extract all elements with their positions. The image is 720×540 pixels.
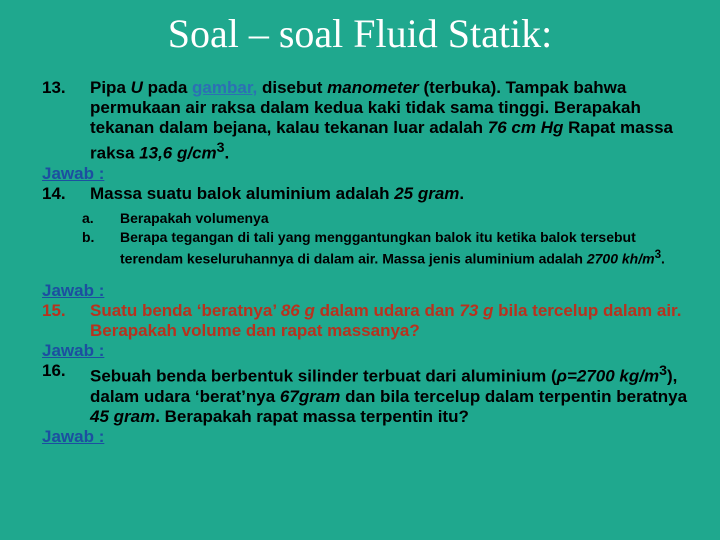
subquestion-a	[82, 210, 702, 227]
text: Berapa tegangan di tali yang menggantungkan balok itu ketika balok tersebut terendam keseluruhannya di dalam air. Massa jenis aluminium adalah	[120, 228, 636, 267]
rho-symbol: ρ	[556, 366, 567, 386]
text: Rapat massa raksa	[90, 118, 673, 163]
question-13	[42, 78, 702, 164]
gambar-link[interactable]: gambar,	[192, 78, 258, 97]
question-16	[42, 361, 702, 427]
superscript: 3	[659, 363, 667, 380]
text: Suatu benda ‘beratnya’	[90, 301, 281, 321]
question-number: 14.	[42, 183, 66, 203]
question-15	[42, 301, 702, 341]
question-text	[90, 361, 702, 427]
text: .	[459, 183, 465, 203]
text-italic: 67gram	[279, 386, 341, 406]
jawab-link-2[interactable]: Jawab :	[42, 281, 105, 301]
text: .	[224, 143, 230, 163]
subquestion-text	[120, 229, 702, 268]
page-title: Soal – soal Fluid Statik:	[167, 11, 553, 56]
question-text	[90, 184, 702, 204]
text-italic: 86 g	[280, 301, 315, 321]
question-list	[42, 78, 702, 447]
text-italic: U	[130, 78, 143, 97]
text: ), dalam udara ‘berat’nya	[90, 366, 678, 406]
text: Sebuah benda berbentuk silinder terbuat dari aluminium (	[90, 366, 557, 386]
question-text	[90, 301, 702, 341]
question-text	[90, 78, 702, 164]
text: (terbuka). Tampak bahwa permukaan air raksa dalam kedua kaki tidak sama tinggi. Berapakah tekanan dalam bejana, kalau tekanan luar adalah	[90, 78, 641, 137]
text: dan bila tercelup dalam terpentin beratnya	[340, 386, 688, 406]
jawab-link-1[interactable]: Jawab :	[42, 163, 105, 183]
text: . Berapakah rapat massa terpentin itu?	[155, 406, 469, 426]
text-italic: 13,6 g/cm	[139, 143, 217, 163]
text-italic: 45 gram	[90, 406, 156, 426]
text-italic: 2700 kh/m	[586, 250, 655, 267]
text-italic: 73 g	[459, 301, 494, 321]
question-number: 16.	[42, 361, 66, 381]
text-italic: =2700 kg/m	[566, 366, 660, 386]
subquestion-b	[82, 229, 702, 268]
text: pada	[142, 78, 193, 97]
text-italic: manometer	[327, 78, 419, 97]
question-number: 15.	[42, 301, 66, 321]
superscript: 3	[216, 140, 225, 156]
text: .	[661, 250, 665, 267]
superscript: 3	[654, 247, 662, 261]
text-italic: 25 gram	[394, 183, 460, 203]
question-number: 13.	[42, 78, 66, 97]
question-14	[42, 184, 702, 204]
text: bila tercelup dalam air. Berapakah volume dan rapat massanya?	[90, 301, 682, 341]
text: Massa suatu balok aluminium adalah	[90, 183, 395, 203]
text: Pipa	[90, 78, 131, 97]
subquestion-label: b.	[82, 228, 95, 245]
jawab-link-4[interactable]: Jawab :	[42, 426, 105, 446]
text: disebut	[257, 78, 328, 97]
jawab-link-3[interactable]: Jawab :	[42, 341, 105, 361]
subquestion-label: a.	[82, 209, 94, 226]
text-italic: 76 cm Hg	[487, 118, 564, 137]
text: dalam udara dan	[314, 301, 460, 321]
subquestion-text: Berapakah volumenya	[120, 209, 269, 226]
